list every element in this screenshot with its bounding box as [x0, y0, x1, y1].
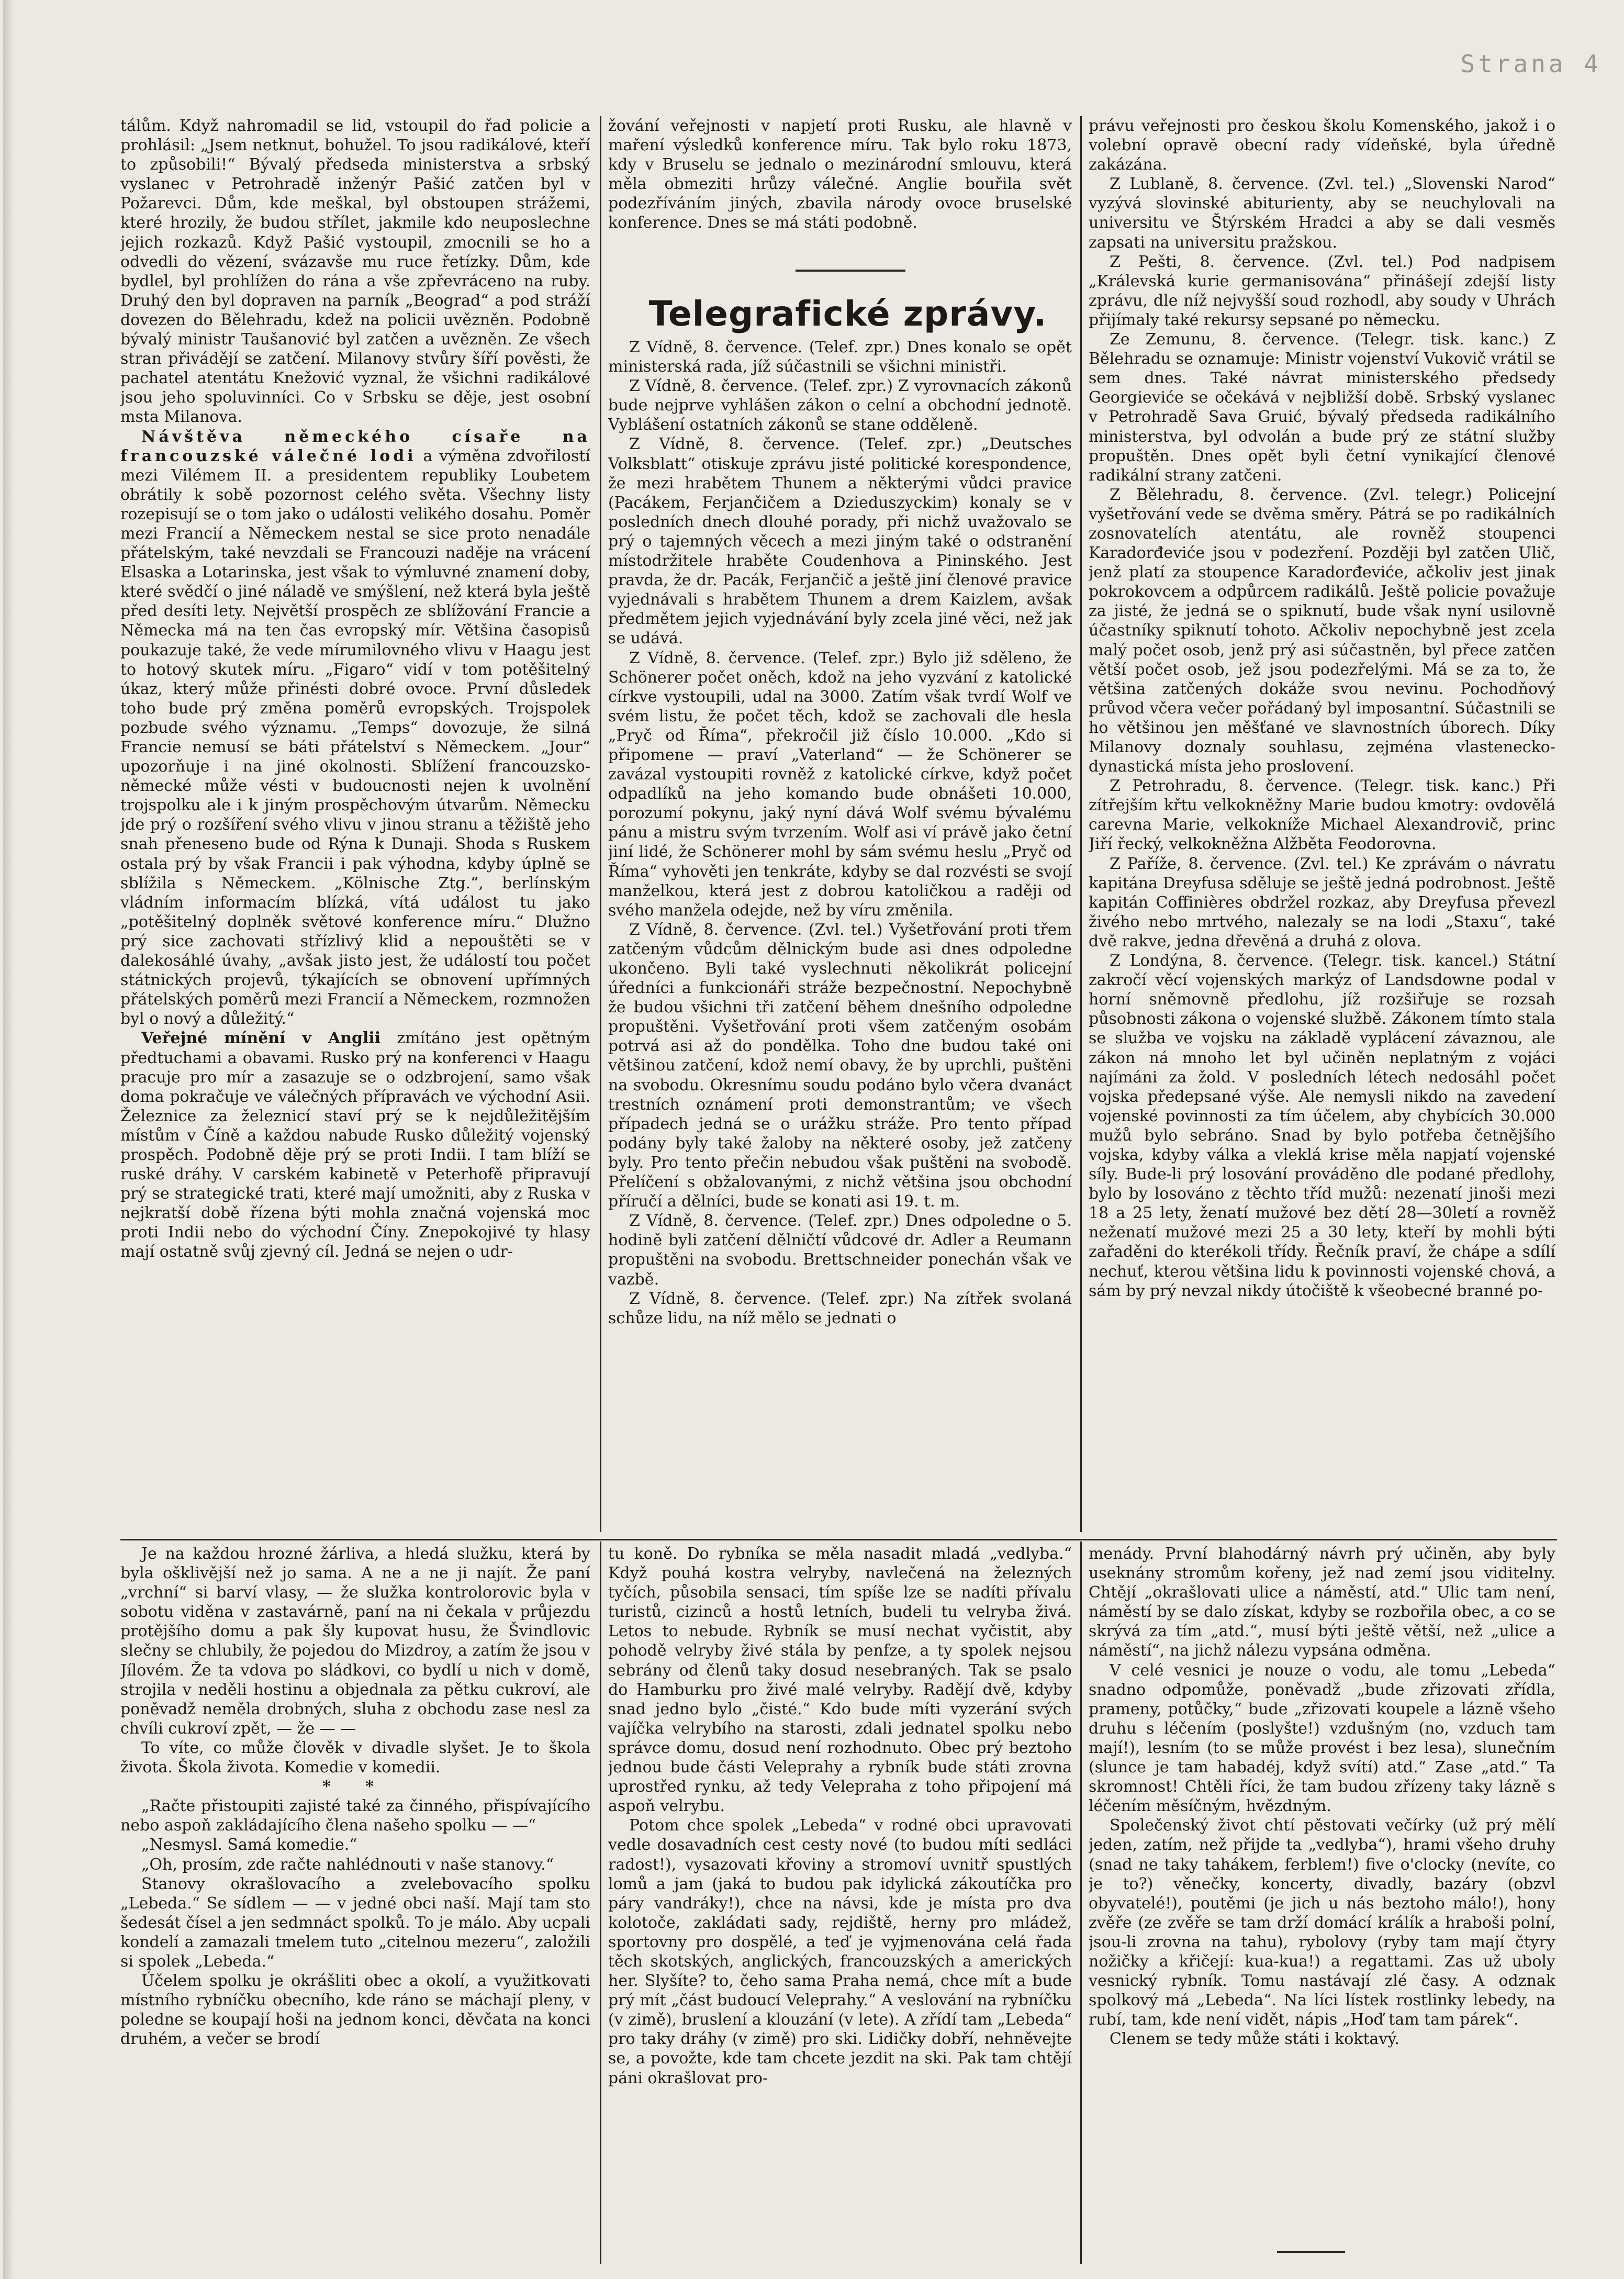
column-divider [600, 1541, 601, 2264]
article-text: zmítáno jest opětným předtuchami a obavami. Rusko prý na konferenci v Haagu pracuje pro mír a zasazuje se o odzbrojení, samo však doma pokračuje ve válečných přípravách ve východní Asii. Železnice za železnicí staví prý se k nejdůležitějším místům v Číně a každou nabude Rusko důležitý vojenský prospěch. Podobně děje prý se proti Indii. I tam blíží se ruské dráhy. V carském kabinetě v Peterhofě připravují prý se strategické trati, které mají umožniti, aby z Ruska v nejkratší době řízena býti mohla značná vojenská moc proti Indii nebo do východní Číny. Znepokojivé ty hlasy mají ostatně svůj zjevný cíl. Jedná se nejen o udr- [120, 1029, 590, 1261]
page-header: Strana 4 [1460, 50, 1601, 78]
telegram: Z Vídně, 8. července. (Zvl. tel.) Vyšetřování proti třem zatčeným vůdcům dělnickým bude asi dnes odpoledne ukončeno. Byli také vyslechnuti několikrát policejní úředníci a funkcionáři stráže bezpečnostní. Nepochybně že budou všichni tři zatčení během dnešního odpoledne propuštěni. Vyšetřování proti všem zatčeným osobám potrvá asi až do pondělka. Toho dne budou také oni většinou zatčení, kdož nemí obavy, že by uprchli, puštěni na svobodu. Okresnímu soudu podáno bylo včera dvanáct trestních oznámení proti demonstrantům; ve všech případech jedná se o urážku stráže. Pro tento případ podány byly také žaloby na některé osoby, jež zatčeny byly. Pro tento přečin nebudou však puštěni na svobodě. Přelíčení s obžalovanými, z nichž většina jsou obchodní příručí a dělníci, bude se konati asi 19. t. m. [608, 920, 1072, 1211]
end-rule [1277, 2251, 1345, 2253]
feuilleton-paragraph: Je na každou hrozné žárliva, a hledá služku, která by byla ošklivější než jo sama. A ne a ne ji najít. Že paní „vrchní“ si barví vlasy, — že služka kontrolorovic byla v sobotu viděna v zastavárně, paní na ni čekala v průjezdu protějšího domu a pak šly kupovat husu, že Švindlovic slečny se chlubily, že pojedou do Mizdroy, a zatím že jsou v Jílovém. Že ta vdova po sládkovi, co bydlí u nich v domě, strojila v neděli hostinu a objednala za pětku cukroví, ale poněvadž neměla drobných, sluha z obchodu zase nesl za chvíli cukroví zpět, — že — — [120, 1545, 590, 1738]
feuilleton-paragraph: To víte, co může člověk v divadle slyšet. Je to škola života. Škola života. Komedie v komedii. [120, 1738, 590, 1777]
telegram: Z Vídně, 8. července. (Telef. zpr.) Na zítřek svolaná schůze lidu, na níž mělo se jednati o [608, 1289, 1072, 1327]
feuilleton-column-middle [608, 1544, 1072, 2266]
telegram: Z Pešti, 8. července. (Zvl. tel.) Pod nadpisem „Králevská kurie germanisována“ přinášejí zdejší listy zprávu, dle níž nejvyšší soud rozhodl, aby soudy v Uhrách přijímaly také rekursy sepsané po německu. [1089, 252, 1555, 329]
feuilleton-paragraph: Společenský život chtí pěstovati večírky (už prý mělí jeden, zatím, než přijde ta „vedlyba“), hrami všeho druhy (snad ne taky tahákem, ferblem!) five o'clocky (nevíte, co je to?) věnečky, koncerty, divadly, bazáry (obzvl obyvatelé!), poutěmi (je jich u nás beztoho málo!), hony zvěře (ze zvěře se tam drží domácí králík a hraboši polní, jsou-li zrovna na tahu), rybolovy (ryby tam mají čtyry nožičky a křičejí: kua-kua!) a regattami. Zas už uboly vesnický rybník. Tomu nastávají zlé časy. A odznak spolkový má „Lebeda“. Na líci lístek rostlinky lebedy, na rubí, tam, kde není vidět, nápis „Hoď tam tam párek“. [1089, 1816, 1555, 2029]
telegram: Z Bělehradu, 8. července. (Zvl. telegr.) Policejní vyšetřování vede se dvěma směry. Pátrá se po radikálních zosnovatelích atentátu, ale rovněž stoupenci Karadorđeviće jsou v podezření. Později byl zatčen Ulič, jenž platí za stoupence Karadorđeviće, ačkoliv jest jinak pokrokovcem a odpůrcem radikálů. Ještě policie považuje za jisté, že jedná se o spiknutí, bude však nyní usilovně účastníky spiknutí tohoto. Ačkoliv nepochybně jest zcela malý počet osob, jenž prý asi súčastněn, byl přece zatčen větší počet osob, jež jsou podezřelými. Má se za to, že většina zatčených dokáže svou nevinu. Pochodňový průvod včera večer pořádaný byl imposantní. Súčastnili se ho většinou jen měšťané ve slavnostních úborech. Díky Milanovy doznaly souhlasu, zejména vlastenecko-dynastická místa jeho proslovení. [1089, 485, 1555, 776]
column-divider [600, 116, 601, 1532]
article-paragraph: žování veřejnosti v napjetí proti Rusku, ale hlavně v maření výsledků konference míru. Tak bylo roku 1873, kdy v Bruselu se jednalo o mezinárodní smlouvu, která měla obmeziti hrůzy válečné. Anglie bouřila svět podezříváním jiných, zbavila národy ovoce bruselské konference. Dnes se má státi podobně. [608, 117, 1072, 232]
telegram: Z Vídně, 8. července. (Telef. zpr.) Dnes odpoledne o 5. hodině byli zatčení dělničtí vůdcové dr. Adler a Reumann propuštěni na svobodu. Brettschneider ponechán však ve vazbě. [608, 1212, 1072, 1289]
column-middle-top [608, 116, 1072, 273]
feuilleton-paragraph: Clenem se tedy může státi i koktavý. [1110, 2030, 1399, 2049]
section-lead: Veřejné mínění v Anglii [141, 1029, 381, 1048]
article-paragraph [120, 427, 590, 1029]
telegram: Z Petrohradu, 8. července. (Telegr. tisk. kanc.) Při zítřejším křtu velkokněžny Marie budou kmotry: ovdovělá carevna Marie, velkokníže Michael Alexandrovič, princ Jiří řecký, velkokněžna Alžběta Feodorovna. [1089, 777, 1555, 854]
feuilleton-paragraph: menády. První blahodárný návrh prý učiněn, aby byly useknány stromům kořeny, jež nad zemí jsou viditelny. Chtějí „okrašlovati ulice a náměstí, atd.“ Ulic tam není, náměstí by se dalo získat, kdyby se rozbořila obec, a co se skrývá za tím „atd.“, musí býti ještě větší, než „ulice a náměstí“, na jichž nálezu vypsána odměna. [1089, 1545, 1555, 1660]
feuilleton-paragraph: tu koně. Do rybníka se měla nasadit mladá „vedlyba.“ Když pouhá kostra velryby, navlečená na železných tyčích, působila sensaci, tím spíše lze se nadíti přívalu turistů, cizinců a hostů letních, budeli tu velryba živá. Letos to nebude. Rybník se musí nechat vyčistit, aby pohodě velryby živé stála by penfze, a ty spolek nejsou sebrány od členů taky dosud nesebraných. Tak se psalo do Hamburku pro živé malé velryby. Radějí dvě, kdyby snad jedno bylo „čisté.“ Kdo bude míti vyzerání svých vajíčka velrybího na starosti, zdali jednatel spolku nebo správce domu, dosud není rozhodnuto. Obec prý beztoho jednou bude části Veleprahy a rybník bude státi zrovna uprostřed rynku, až tedy Velepraha z toho připojení má aspoň velrybu. [608, 1545, 1072, 1816]
article-paragraph: tálům. Když nahromadil se lid, vstoupil do řad policie a prohlásil: „Jsem netknut, bohužel. To jsou radikálové, kteří to způsobili!“ Bývalý předseda ministerstva a srbský vyslanec v Petrohradě inženýr Pašić zatčen byl v Požarevci. Dům, kde meškal, byl obstoupen strážemi, které hrozily, že budou střílet, jakmile kdo neuposlechne jejich rozkazů. Když Pašić vystoupil, zmocnili se ho a odvedli do vězení, svázavše mu ruce řetízky. Dům, kde bydlel, byl prohlížen do rána a vše zpřevráceno na ruby. Druhý den byl dopraven na parník „Beograd“ a pod stráží dovezen do Bělehradu, kdež na policii uvězněn. Podobně bývalý ministr Taušanović byl zatčen a uvězněn. Ze všech stran přivádějí se zatčení. Milanovy stvůry šíří pověsti, že pachatel atentátu Knežović vyznal, že všichni radikálové jsou jeho spoluvinníci. Co v Srbsku se děje, jest osobní msta Milanova. [120, 117, 590, 427]
column-middle [608, 338, 1072, 1536]
telegram: Z Vídně, 8. července. (Telef. zpr.) Bylo již sděleno, že Schönerer počet oněch, kdož na jeho vyzvání z katolické církve vystoupili, udal na 3000. Zatím však tvrdí Wolf ve svém listu, že počet těch, kdož se zachovali dle hesla „Pryč od Říma“, překročil již číslo 10.000. „Kdo si připomene — praví „Vaterland“ — že Schönerer se zavázal vystoupiti rovněž z katolické církve, když počet odpadlíků na jeho komando bude obnášeti 10.000, porozumí pokynu, jaký nyní dává Wolf svému bývalému pánu a mistru svým tvrzením. Wolf asi ví právě jako četní jiní lidé, že Schönerer mohl by sám svému heslu „Pryč od Říma“ vyhověti jen tenkráte, kdyby se dal rozvésti se svojí manželkou, která jest z dobrou katoličkou a raději od svého manžela odejde, než by víru změnila. [608, 649, 1072, 920]
section-lead: Návštěva německého císaře na francouzské válečné lodi [120, 427, 590, 465]
feuilleton-divider [120, 1539, 1557, 1540]
feuilleton-column-right [1089, 1544, 1555, 2266]
feuilleton-paragraph: V celé vesnici je nouze o vodu, ale tomu „Lebeda“ snadno odpomůže, poněvadž „bude zřizovati zřídla, prameny, potůčky,“ bude „zřizovati koupele a lázně všeho druhu s léčením (poslyšte!) vzdušným (no, vzduch tam mají!), lesním (to se může provést i bez lesa), slunečním (slunce je tam habadéj, když svítí) atd.“ Zase „atd.“ Ta skromnost! Chtěli říci, že tam budou zřízeny taky lázně s léčením měsíčným, hvězdným. [1089, 1661, 1555, 1816]
telegram: Z Vídně, 8. července. (Telef. zpr.) Z vyrovnacích zákonů bude nejprve vyhlášen zákon o celní a obchodní jednotě. Vyblášení ostatních zákonů se stane odděleně. [608, 377, 1072, 434]
separator-stars: * * [322, 1778, 388, 1796]
feuilleton-paragraph: „Oh, prosím, zde račte nahlédnouti v naše stanovy.“ [141, 1855, 554, 1874]
telegram: Z Vídně, 8. července. (Telef. zpr.) Dnes konalo se opět ministerská rada, jíž súčastnili se všichni ministři. [608, 338, 1072, 376]
telegram: Ze Zemunu, 8. července. (Telegr. tisk. kanc.) Z Bělehradu se oznamuje: Ministr vojenství Vukovič vrátil se sem dnes. Také návrat ministerského předsedy Georgieviće se očekává v nejbližší době. Srbský vyslanec v Petrohradě Sava Gruić, bývalý předseda radikálního ministerstva, byl odvolán a bude prý ze státní služby propuštěn. Dnes opět byli četní vynikající členové radikální strany zatčeni. [1089, 330, 1555, 485]
telegram: Z Londýna, 8. července. (Telegr. tisk. kancel.) Státní zakročí věcí vojenských markýz of Landsdowne podal v horní sněmovně předlohu, jíž rozšiřuje se rozsah působnosti zákona o vojenské službě. Zákonem tímto stala se služba ve vojsku na základě vyplácení závaznou, ale zákon ná mnoho let byl učiněn neplatným z vojáci najímáni za žold. V posledních létech nedosáhl počet vojska předepsané výše. Ale nemysli nikdo na zavedení vojenské povinnosti za tím účelem, aby chybících 30.000 mužů bylo sebráno. Snad by bylo potřeba četnějšího vojska, kdyby válka a vleklá krise měla napjatí vojenské síly. Bude-li prý losování prováděno dle podané předlohy, bylo by losováno z těchto tříd mužů: nezenatí jinoši mezi 18 a 25 lety, ženatí mužové bez dětí 28—30letí a rovněž neženatí mužové mezi 25 a 30 lety, kteří by mohli býti zařaděni do kterékoli třídy. Řečník praví, že chápe a sdílí nechuť, kterou většina lidu k povinnosti vojenské chová, a sám by prý nevzal nikdy útočiště k všeobecné branné po- [1089, 952, 1555, 1300]
feuilleton-paragraph: Potom chce spolek „Lebeda“ v rodné obci upravovati vedle dosavadních cest cesty nové (to budou míti sedláci radost!), vysazovati křoviny a stromoví uvnitř spustlých lomů a jam (jaká to budou pak idylická zákoutíčka pro páry vandráky!), chce na návsi, kde je místa pro dva kolotoče, zakládati sady, rejdiště, herny pro mládež, sportovny pro dospělé, a teď je vyjmenována celá řada těch skotských, anglických, francouzských a amerických her. Slyšíte? to, čeho sama Praha nemá, chce mít a bude prý mít „část budoucí Veleprahy.“ A veslování na rybníčku (v zimě), bruslení a klouzání (v lete). A zřídí tam „Lebeda“ pro taky dráhy (v zimě) pro ski. Lidičky dobří, nehněvejte se, a povožte, kde tam chcete jezdit na ski. Pak tam chtějí páni okrašlovat pro- [608, 1816, 1072, 2087]
article-text: a výměna zdvořilostí mezi Vilémem II. a presidentem republiky Loubetem obrátily k sobě pozornost celého světa. Všechny listy rozepisují se o tom jako o události velikého dosahu. Poměr mezi Francií a Německem nestal se sice proto nenadále přátelským, také nevzdali se Francouzi naděje na vrácení Elsaska a Lotarinska, jest však to výmluvné znamení doby, které svědčí o jiné náladě ve smýšlení, než která byla ještě před desíti lety. Největší prospěch ze sblížování Francie a Německa má na ten čas evropský mír. Většina časopisů poukazuje také, že vede mírumilovného vlivu v Haagu jest to hotový skutek míru. „Figaro“ vidí v tom potěšitelný úkaz, který může přinésti dobré ovoce. První důsledek toho bude prý změna poměrů evropských. Trojspolek pozbude svého významu. „Temps“ dovozuje, že silná Francie nemusí se báti přátelství s Německem. „Jour“ upozorňuje i na jiné okolnosti. Sblížení francouzsko-německé může vésti v budoucnosti nejen k uvolnění trojspolku ale i k jiným prospěchovým útvarům. Německu jde prý o rozšíření svého vlivu v jinou stranu a těžiště jeho snah přeneseno bude od Rýna k Dunaji. Shoda s Ruskem ostala prý by však Francii i pak výhodna, kdyby úplně se sblížila s Německem. „Kölnische Ztg.“, berlínským vládním informacím blízká, vítá událost tu jako „potěšitelný doplněk světové konference míru.“ Dlužno prý sice zachovati střízlivý klid a nepouštěti se v dalekosáhlé úvahy, „avšak jisto jest, že událostí tou počet státnických projevů, týkajících se obnovení upřímných přátelských poměrů mezi Francií a Německem, rozmnožen byl o nový a důležitý.“ [120, 446, 590, 1029]
feuilleton-paragraph: „Nesmysl. Samá komedie.“ [141, 1836, 357, 1855]
title-rule [796, 270, 905, 272]
column-right [1089, 116, 1555, 1536]
article-paragraph [120, 1029, 590, 1261]
telegrams-heading: Telegrafické zprávy. [648, 294, 1047, 334]
scan-edge [3, 0, 14, 2279]
feuilleton-column-left [120, 1544, 590, 2266]
telegram: Z Vídně, 8. července. (Telef. zpr.) „Deutsches Volksblatt“ otiskuje zprávu jisté politické korespondence, že mezi hrabětem Thunem a některými vůdci pravice (Pacákem, Ferjančičem a Dzieduszyckim) konaly se v posledních dnech dlouhé porady, při nichž uvažovalo se prý o tajemných věcech a mezi jiným také o odstranění místodržitele hraběte Coudenhova a Pininského. Jest pravda, že dr. Pacák, Ferjančič a ještě jiní členové pravice vyjednávali s hrabětem Thunem a drem Kaizlem, avšak předmětem jejich vyjednávání byly zcela jiné věci, než jak se udává. [608, 435, 1072, 648]
feuilleton-paragraph: „Račte přistoupiti zajisté také za činného, přispívajícího nebo aspoň zakládajícího člena našeho spolku — —“ [120, 1797, 590, 1835]
feuilleton-paragraph: Stanovy okrašlovacího a zvelebovacího spolku „Lebeda.“ Se sídlem — — v jedné obci naší. Mají tam sto šedesát čísel a jen sedmnáct spolků. To je málo. Aby ucpali kondelí a zamazali tmelem tuto „citelnou mezeru“, založili si spolek „Lebeda.“ [120, 1874, 590, 1971]
feuilleton-paragraph: Účelem spolku je okrášliti obec a okolí, a využitkovati místního rybníčku obecního, kde ráno se máchají pleny, v poledne se koupají hoši na jednom konci, děvčata na konci druhém, a večer se brodí [120, 1972, 590, 2049]
column-left [120, 116, 590, 1536]
column-divider [1080, 1541, 1082, 2264]
telegram: Z Lublaně, 8. července. (Zvl. tel.) „Slovenski Narod“ vyzývá slovinské abiturienty, aby se neuchylovali na universitu ve Štýrském Hradci a aby se dali vesměs zapsati na universitu pražskou. [1089, 175, 1555, 252]
telegram: Z Paříže, 8. července. (Zvl. tel.) Ke zprávám o návratu kapitána Dreyfusa sděluje se ještě jedná podrobnost. Ještě kapitán Coffinières obdržel rozkaz, aby Dreyfusa převezl živého nebo mrtvého, nalezaly se na lodi „Staxu“, také dvě rakve, jedna dřevěná a druhá z olova. [1089, 854, 1555, 951]
article-paragraph: právu veřejnosti pro českou školu Komenského, jakož i o volební opravě obecní rady vídeňské, byla úředně zakázána. [1089, 117, 1555, 174]
column-divider [1080, 116, 1082, 1532]
